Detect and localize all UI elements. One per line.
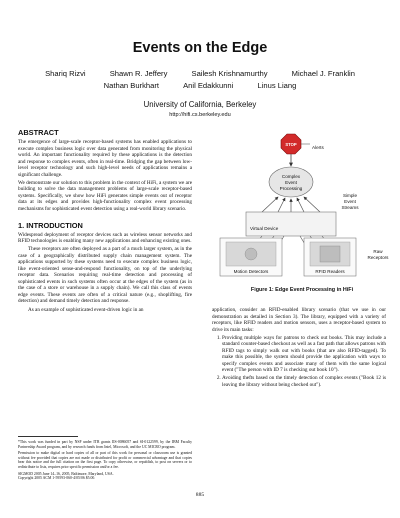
author-name: Shariq Rizvi <box>45 69 86 78</box>
simple-event-label: Event <box>344 199 356 204</box>
intro-paragraph: These receptors are often deployed as a part of a much larger system, as in the case of a geographically distributed supply chain management system. The applications supported by these systems need to execute complex business logic, like event-oriented sense-and-respond functionality, on top of the underlying receptor data. Scenarios requiring real-time detection and processing of sophisticated events in such systems often occur at the edges of the system (as in the case of a store or warehouse in a supply chain). We call this class of events edge events. These events are often of a critical nature (e.g., shoplifting, fire detection) and demand timely detection and response. <box>18 246 192 305</box>
author-name: Anil Edakkunni <box>183 81 234 90</box>
right-column <box>212 307 386 389</box>
author-name: Shawn R. Jeffery <box>109 69 168 78</box>
simple-event-label: Streams <box>341 205 359 210</box>
figure-edge-event-processing <box>212 128 392 284</box>
abstract-heading: ABSTRACT <box>18 128 59 137</box>
author-row-2 <box>0 81 400 90</box>
rfid-antenna-icon <box>320 246 340 262</box>
author-name: Sailesh Krishnamurthy <box>191 69 268 78</box>
complex-event-label: Event <box>285 180 297 185</box>
virtual-device-label: Virtual Device <box>250 226 279 231</box>
abstract-body <box>18 139 192 213</box>
simple-event-label: Simple <box>342 193 358 198</box>
author-name: Nathan Burkhart <box>103 81 159 90</box>
affiliation: University of California, Berkeley <box>143 100 257 109</box>
paper-title: Events on the Edge <box>132 40 268 56</box>
alerts-label: Alerts <box>312 145 324 150</box>
abstract-paragraph: We demonstrate our solution to this problem in the context of HiFi, a system we are building to solve the data management problems of large-scale receptor-based systems. Specifically, we show how HiFi generates simple events out of receptor data at its edges and provides high-functionality complex event processing mechanisms for sophisticated event detection using a real-world library scenario. <box>18 179 192 212</box>
figure-caption: Figure 1: Edge Event Processing in HiFi <box>250 287 354 293</box>
project-url: http://hifi.cs.berkeley.edu <box>169 112 231 118</box>
list-item: 2. Avoiding thefts based on the timely detection of complex events ("Book 12 is leaving the library without being checked out"). <box>222 375 386 388</box>
conference-notice: SIGMOD 2005 June 14–16, 2005, Baltimore, Maryland, USA. <box>18 471 114 476</box>
virtual-device-box <box>246 212 336 236</box>
page-number: 885 <box>195 492 205 498</box>
raw-receptors-label: Raw <box>373 249 383 254</box>
intro-heading: 1. INTRODUCTION <box>18 220 83 230</box>
footnote-rule <box>18 436 78 437</box>
author-name: Michael J. Franklin <box>291 69 355 78</box>
task-list <box>212 335 386 388</box>
raw-receptors-label: Receptors <box>367 255 389 260</box>
rfid-readers-label: RFID Readers <box>315 269 345 274</box>
motion-detectors-label: Motion Detectors <box>233 269 269 274</box>
complex-event-label: Complex <box>281 174 301 179</box>
stop-label: STOP <box>285 142 297 147</box>
simple-event-arrows <box>262 197 320 212</box>
intro-body <box>18 232 192 314</box>
left-column <box>18 128 192 315</box>
funding-footnote: *This work was funded in part by NSF under ITR grants IIS-0086057 and SI-0122599, by the IBM Faculty Partnership Award program, and by research funds from Intel, Microsoft, and the UC MICRO program. <box>18 440 192 449</box>
permission-notice: Permission to make digital or hard copies of all or part of this work for personal or classroom use is granted without fee provided that copies are not made or distributed for profit or commercial advantage and that copies bear this notice and the full citation on the first page. To copy otherwise, or republish, to post on servers or to redistribute to lists, requires prior specific permission and/or a fee. <box>18 451 192 469</box>
body-paragraph: application, consider an RFID-enabled library scenario (that we use in our demonstration as detailed in Section 3). The library, equipped with a variety of receptors, like RFID readers and motion sensors, uses a receptor-based system to drive its main tasks: <box>212 307 386 333</box>
intro-paragraph: Widespread deployment of receptor devices such as wireless sensor networks and RFID technologies is enabling many new applications and enhancing existing ones. <box>18 231 192 245</box>
copyright-notice: Copyright 2005 ACM 1-59593-060-4/05/06 $5.00. <box>18 476 96 481</box>
footnotes <box>18 440 192 483</box>
list-item: 1. Providing multiple ways for patrons to check out books. This may include a standard counter-based checkout as well as a fast path that allows patrons with RFID tags to simply walk out with books (that are also RFID-tagged). To make this possible, the system should provide the application with ways to specify complex events and associate many of them with the same logical event ("The person with ID 7 is checking out book 10"). <box>222 335 386 374</box>
author-name: Linus Liang <box>257 81 297 90</box>
complex-event-label: Processing <box>279 186 303 191</box>
author-row-1 <box>0 69 400 78</box>
motion-sensor-icon <box>245 248 257 260</box>
intro-paragraph: As an example of sophisticated event-driven logic in an <box>28 306 144 313</box>
abstract-paragraph: The emergence of large-scale receptor-based systems has enabled applications to execute complex business logic over data generated from monitoring the physical world. An important functionality required by these applications is the detection and response to complex events, often in real-time. Bridging the gap between low-level receptor technology and such high-level needs of applications remains a significant challenge. <box>18 139 192 178</box>
